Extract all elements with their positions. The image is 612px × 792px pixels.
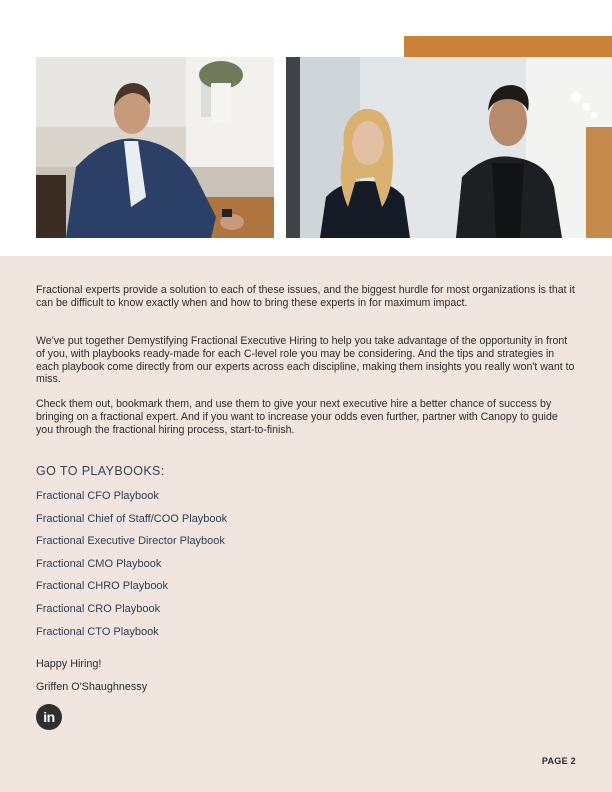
- list-item: [36, 599, 227, 622]
- link-cto-playbook[interactable]: Fractional CTO Playbook: [36, 625, 159, 638]
- link-chro-playbook[interactable]: Fractional CHRO Playbook: [36, 580, 169, 593]
- intro-paragraph-2: We've put together Demystifying Fractional Executive Hiring to help you take advantage of the opportunity in front of you, with playbooks ready-made for each C-level role you may be considering. And the tips and strategies in each playbook come directly from our experts across each discipline, making them insights you really won't want to miss.: [36, 335, 575, 386]
- header-area: [0, 0, 612, 256]
- link-cmo-playbook[interactable]: Fractional CMO Playbook: [36, 557, 162, 570]
- link-chief-of-staff-coo-playbook[interactable]: Fractional Chief of Staff/COO Playbook: [36, 512, 228, 525]
- list-item: [36, 531, 227, 554]
- content-panel: [0, 256, 612, 792]
- photo-two-colleagues: [286, 57, 612, 238]
- playbooks-heading: GO TO PLAYBOOKS:: [36, 464, 165, 478]
- signoff-greeting: Happy Hiring!: [36, 658, 102, 670]
- link-cfo-playbook[interactable]: Fractional CFO Playbook: [36, 490, 159, 502]
- linkedin-icon[interactable]: [36, 704, 62, 730]
- link-cro-playbook[interactable]: Fractional CRO Playbook: [36, 602, 161, 615]
- link-executive-director-playbook[interactable]: Fractional Executive Director Playbook: [36, 535, 225, 548]
- list-item: [36, 554, 227, 577]
- intro-paragraph-3: Check them out, bookmark them, and use them to give your next executive hire a better chance of success by bringing on a fractional expert. And if you want to increase your odds even further, partner with Canopy to guide you through the fractional hiring process, start-to-finish.: [36, 398, 558, 436]
- signoff-name: Griffen O'Shaughnessy: [36, 681, 148, 693]
- linkedin-icon-text: in: [43, 709, 55, 725]
- page-number: PAGE 2: [541, 756, 576, 766]
- photo-man-at-desk: [36, 57, 274, 238]
- list-item: [36, 576, 227, 599]
- accent-bar: [404, 36, 612, 57]
- intro-paragraph-1: Fractional experts provide a solution to each of these issues, and the biggest hurdle for most organizations is that it can be difficult to know exactly when and how to bring these experts in for maximum impact.: [36, 284, 575, 309]
- list-item: [36, 622, 227, 645]
- list-item: [36, 486, 227, 509]
- list-item: [36, 509, 227, 532]
- playbook-links-list: [36, 486, 227, 644]
